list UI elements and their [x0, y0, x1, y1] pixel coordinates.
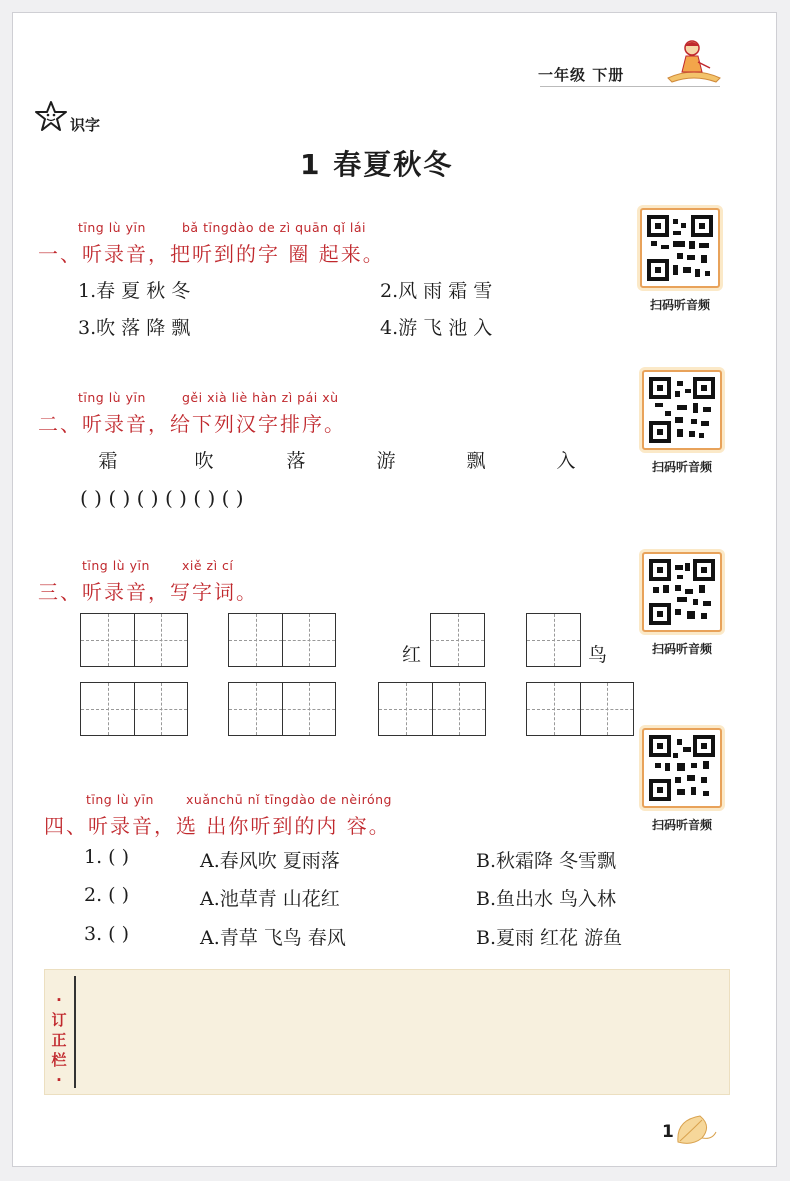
q1-row1-left: 1.春 夏 秋 冬 — [78, 280, 191, 302]
q2-char: 入 — [556, 450, 576, 472]
qr-block-3[interactable] — [640, 552, 724, 657]
q2-answer-parens[interactable]: ( ) ( ) ( ) ( ) ( ) ( ) — [80, 486, 244, 510]
q4-option-b: B.秋霜降 冬雪飘 — [476, 850, 617, 872]
q2-pinyin-b: gěi xià liè hàn zì pái xù — [182, 390, 339, 405]
qr-code-icon[interactable] — [642, 552, 722, 632]
grade-label: 一年级 下册 — [538, 66, 625, 84]
q1-heading: 一、听录音，把听到的字 圈 起来。 — [38, 242, 385, 266]
q4-option-a: A.青草 飞鸟 春风 — [200, 927, 346, 949]
q1-pinyin-a: tīng lù yīn — [78, 220, 146, 235]
q3-word-bird: 鸟 — [588, 644, 608, 666]
q1-row1-right: 2.风 雨 霜 雪 — [380, 280, 493, 302]
lesson-title: 1 春夏秋冬 — [300, 148, 454, 181]
q4-pinyin-a: tīng lù yīn — [86, 792, 154, 807]
qr-block-4[interactable] — [640, 728, 724, 833]
qr-label-3: 扫码听音频 — [651, 642, 712, 656]
qr-code-icon[interactable] — [640, 208, 720, 288]
q2-char: 飘 — [466, 450, 486, 472]
q4-option-b: B.夏雨 红花 游鱼 — [476, 927, 623, 949]
writing-grid[interactable] — [378, 682, 486, 736]
q4-heading: 四、听录音，选 出你听到的内 容。 — [44, 814, 391, 838]
q4-item-num[interactable]: 2. ( ) — [84, 884, 130, 906]
leaf-icon — [672, 1112, 718, 1152]
header-rule — [540, 86, 720, 87]
q2-char: 落 — [286, 450, 306, 472]
writing-grid[interactable] — [430, 613, 485, 667]
qr-label-4: 扫码听音频 — [651, 818, 712, 832]
reading-boy-icon — [664, 36, 724, 90]
qr-label-2: 扫码听音频 — [651, 460, 712, 474]
writing-grid[interactable] — [526, 682, 634, 736]
q4-item-num[interactable]: 1. ( ) — [84, 846, 130, 868]
qr-block-1[interactable] — [638, 208, 722, 313]
writing-grid[interactable] — [80, 682, 188, 736]
writing-grid[interactable] — [80, 613, 188, 667]
q1-pinyin-b: bǎ tīngdào de zì quān qǐ lái — [182, 220, 367, 235]
correction-area[interactable] — [44, 969, 730, 1095]
writing-grid[interactable] — [228, 682, 336, 736]
q2-char: 吹 — [194, 450, 214, 472]
q4-option-a: A.池草青 山花红 — [200, 888, 340, 910]
q3-pinyin-b: xiě zì cí — [182, 558, 234, 573]
q4-option-a: A.春风吹 夏雨落 — [200, 850, 340, 872]
q4-item-num[interactable]: 3. ( ) — [84, 923, 130, 945]
star-smile-icon — [34, 100, 68, 136]
section-label: 识字 — [70, 116, 101, 134]
q3-word-red: 红 — [402, 644, 422, 666]
q1-row2-right: 4.游 飞 池 入 — [380, 317, 493, 339]
correction-divider — [74, 976, 76, 1088]
q4-pinyin-b: xuǎnchū nǐ tīngdào de nèiróng — [186, 792, 392, 807]
q3-heading: 三、听录音，写字词。 — [38, 580, 258, 604]
q2-char: 游 — [376, 450, 396, 472]
correction-label: · 订 正 栏 · — [51, 991, 67, 1089]
writing-grid[interactable] — [526, 613, 581, 667]
q4-option-b: B.鱼出水 鸟入林 — [476, 888, 617, 910]
q2-heading: 二、听录音，给下列汉字排序。 — [38, 412, 346, 436]
writing-grid[interactable] — [228, 613, 336, 667]
q2-char: 霜 — [98, 450, 118, 472]
qr-code-icon[interactable] — [642, 728, 722, 808]
qr-code-icon[interactable] — [642, 370, 722, 450]
qr-label-1: 扫码听音频 — [649, 298, 710, 312]
q3-pinyin-a: tīng lù yīn — [82, 558, 150, 573]
q1-row2-left: 3.吹 落 降 飘 — [78, 317, 191, 339]
qr-block-2[interactable] — [640, 370, 724, 475]
q2-pinyin-a: tīng lù yīn — [78, 390, 146, 405]
page-number: 1 — [662, 1122, 674, 1142]
